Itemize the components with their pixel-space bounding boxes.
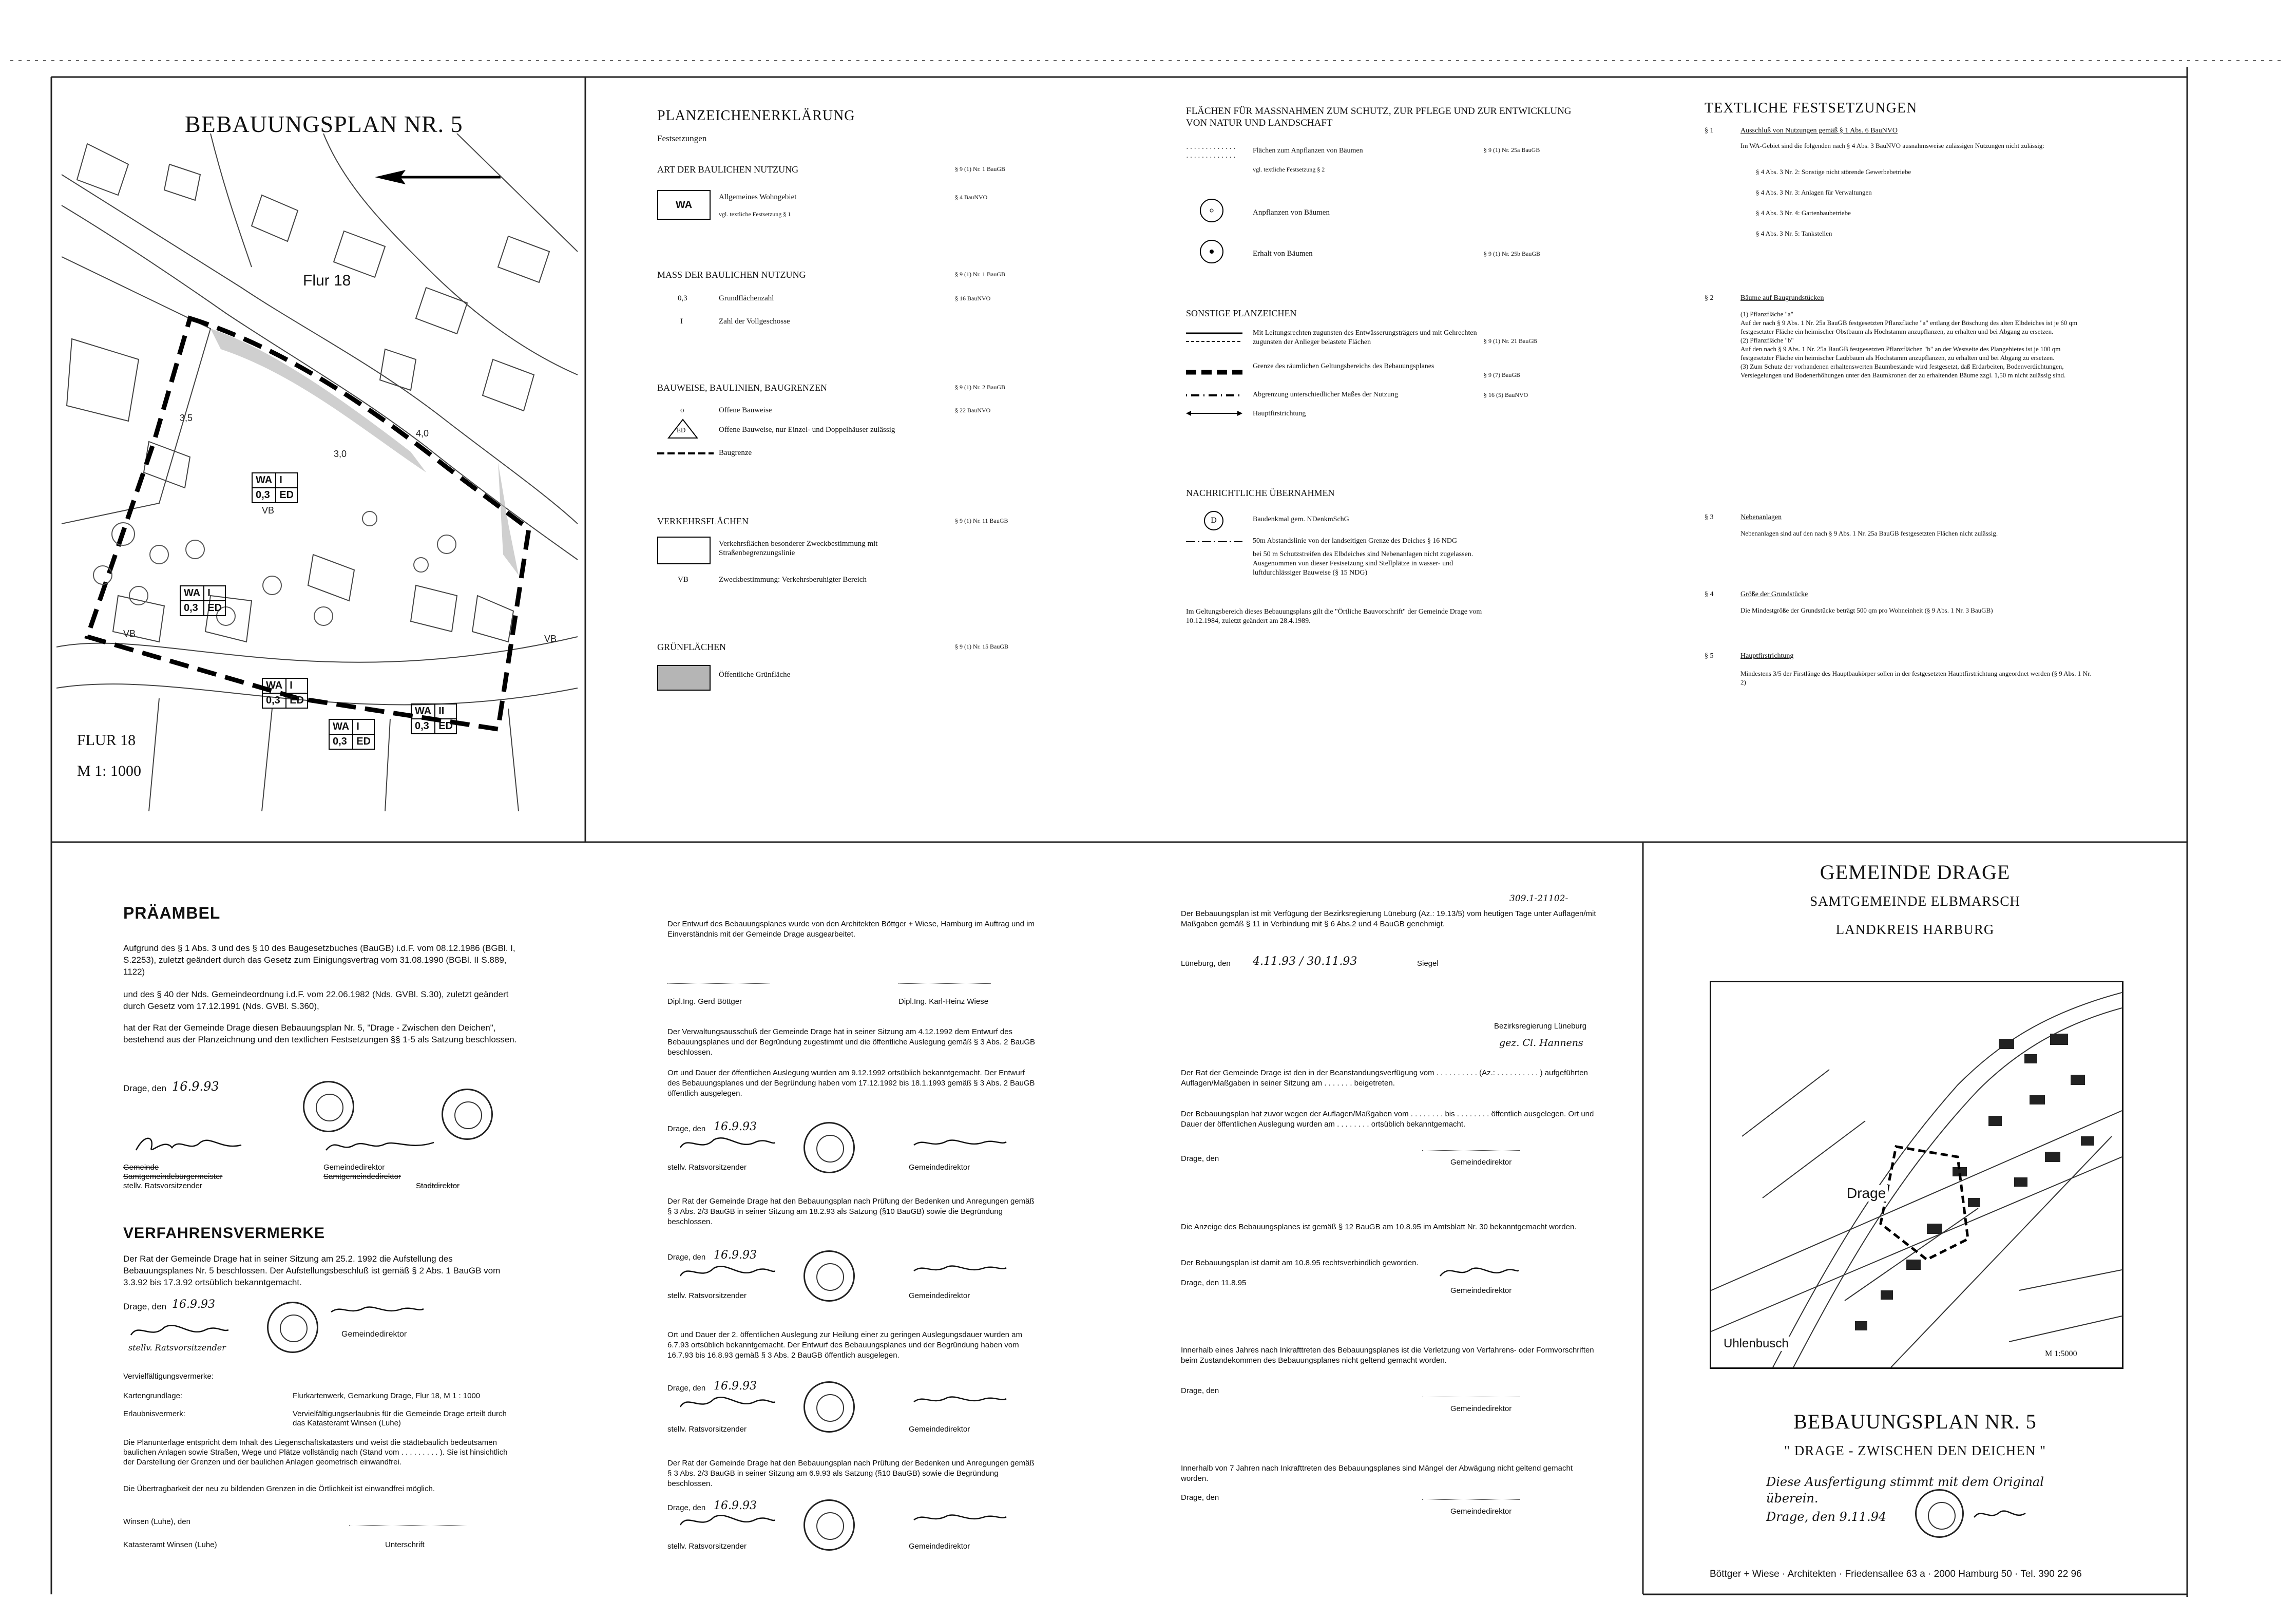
- signatory-role: stellv. Ratsvorsitzender: [667, 1425, 747, 1434]
- plan-map: [56, 134, 580, 811]
- tree-plant-icon: [1199, 198, 1224, 223]
- signature-line: [1422, 1499, 1520, 1500]
- signature-image: [678, 1392, 775, 1412]
- signatory-role: Gemeindedirektor: [1450, 1404, 1512, 1413]
- legend2-note: Im Geltungsbereich dieses Bebauungsplans gilt die "Örtliche Bauvorschrift" der Gemeinde Drage vom 10.12.1984, zuletzt geändert am 28.4.1989.: [1186, 608, 1482, 625]
- procedure-paragraph: Ort und Dauer der öffentlichen Auslegung wurden am 9.12.1992 ortsüblich bekanntgemacht. Der Entwurf des Bebauungsplanes und der Begründung haben vom 17.12.1992 bis 18.1.1993 gemäß § 3 Abs. 2 BauGB öffentlich ausgelegen.: [667, 1069, 1035, 1098]
- seal-stamp-icon: [442, 1089, 493, 1140]
- date-label: Drage, den: [667, 1384, 706, 1393]
- zone-bw: ED: [276, 488, 297, 503]
- date-label: Drage, den: [123, 1302, 167, 1311]
- zone-floors: I: [286, 678, 308, 693]
- section-bullet: § 4 Abs. 3 Nr. 3: Anlagen für Verwaltungen: [1756, 188, 1872, 196]
- landkreis-name: LANDKREIS HARBURG: [1835, 922, 1995, 937]
- legend-item: Baugrenze: [719, 449, 752, 457]
- signatory-role: Gemeindedirektor: [909, 1291, 970, 1300]
- legend-panel: [657, 108, 1058, 698]
- legend2-heading: NACHRICHTLICHE ÜBERNAHMEN: [1186, 488, 1335, 498]
- signature-image: [329, 1302, 426, 1317]
- legend2-item: Baudenkmal gem. NDenkmSchG: [1253, 516, 1349, 523]
- svg-text:4,0: 4,0: [416, 428, 429, 439]
- section-body: Nebenanlagen sind auf den nach § 9 Abs. 1 Nr. 25a BauGB festgesetzten Flächen nicht zulässig.: [1740, 529, 1998, 537]
- unterschrift-label: Unterschrift: [385, 1540, 425, 1549]
- zone-grz: 0,3: [180, 601, 204, 616]
- date-value: 16.9.93: [714, 1249, 757, 1262]
- legend2-ref: § 9 (1) Nr. 21 BauGB: [1484, 337, 1537, 345]
- zone-floors: I: [204, 586, 225, 601]
- signature-line: [898, 983, 991, 984]
- signatory-role: Gemeindedirektor: [909, 1163, 970, 1172]
- legend-symbol: ED: [677, 426, 686, 434]
- date-value: 16.9.93: [172, 1298, 215, 1311]
- signature-image: [678, 1261, 775, 1281]
- section-heading: Nebenanlagen: [1740, 513, 1782, 521]
- zone-wa: WA: [329, 719, 353, 734]
- zone-bw: ED: [435, 719, 456, 734]
- abstandslinie-icon: [1186, 539, 1242, 544]
- samtgemeinde-name: SAMTGEMEINDE ELBMARSCH: [1810, 893, 2020, 909]
- signature-image: [678, 1510, 775, 1530]
- lueneburg-label: Lüneburg, den: [1181, 959, 1231, 968]
- date-label: Drage, den: [123, 1083, 167, 1093]
- legend-title: PLANZEICHENERKLÄRUNG: [657, 108, 855, 124]
- vv-label: Vervielfältigungsvermerke:: [123, 1372, 214, 1381]
- scale-label: M 1: 1000: [77, 763, 142, 779]
- baudenkmal-symbol: D: [1204, 511, 1223, 530]
- overview-map: [1710, 981, 2123, 1369]
- zone-wa: WA: [262, 678, 286, 693]
- firstrichtung-arrow-icon: [1186, 408, 1242, 418]
- legend-subtitle: Festsetzungen: [657, 134, 707, 143]
- date-value: 16.9.93: [714, 1120, 757, 1133]
- signatory-role: stellv. Ratsvorsitzender: [667, 1291, 747, 1300]
- gruenflaeche-symbol: [657, 665, 711, 691]
- section-heading: Größe der Grundstücke: [1740, 591, 1808, 598]
- signature-image: [1438, 1263, 1520, 1281]
- section-heading: Hauptfirstrichtung: [1740, 652, 1794, 660]
- overview-map-drawing: [1711, 982, 2122, 1367]
- procedure-paragraph: Der Verwaltungsausschuß der Gemeinde Drage hat in seiner Sitzung am 4.12.1992 dem Entwurf des Bebauungsplanes und der Begründung zugestimmt und die öffentliche Auslegung gemäß § 3 Abs. 2 BauGB beschlossen.: [667, 1027, 1036, 1057]
- zone-floors: I: [353, 719, 374, 734]
- signature-line: [1422, 1150, 1520, 1151]
- textual-panel: [1705, 100, 2126, 742]
- procedure-col2: [667, 919, 1037, 1587]
- zone-floors: II: [435, 704, 456, 719]
- date-label: Drage, den: [667, 1253, 706, 1262]
- signatory-role-line: Gemeinde: [123, 1163, 159, 1172]
- procedure-paragraph: Innerhalb von 7 Jahren nach Inkrafttreten des Bebauungsplanes sind Mängel der Abwägung nicht geltend gemacht worden.: [1181, 1464, 1573, 1483]
- legend-ref: § 9 (1) Nr. 1 BauGB: [955, 271, 1005, 278]
- legend-note: vgl. textliche Festsetzung § 1: [719, 211, 791, 218]
- legend-item: Öffentliche Grünfläche: [719, 671, 791, 679]
- kg-value: Flurkartenwerk, Gemarkung Drage, Flur 18, M 1 : 1000: [293, 1392, 481, 1400]
- kataster-label: Katasteramt Winsen (Luhe): [123, 1540, 217, 1549]
- seal-stamp-icon: [803, 1122, 855, 1173]
- section-body: Die Mindestgröße der Grundstücke beträgt 500 qm pro Wohneinheit (§ 9 Abs. 1 Nr. 3 BauGB): [1740, 606, 1993, 614]
- date-label: Drage, den: [667, 1503, 706, 1512]
- municipality-name: GEMEINDE DRAGE: [1820, 861, 2011, 884]
- signatory-role: [323, 1163, 401, 1182]
- procedure-paragraph: Die Anzeige des Bebauungsplanes ist gemäß § 12 BauGB am 10.8.95 im Amtsblatt Nr. 30 bekanntgemacht worden.: [1181, 1223, 1577, 1231]
- legend2-item: 50m Abstandslinie von der landseitigen Grenze des Deiches § 16 NDG: [1253, 537, 1458, 545]
- legend-heading: VERKEHRSFLÄCHEN: [657, 516, 749, 526]
- legend-heading: BAUWEISE, BAULINIEN, BAUGRENZEN: [657, 383, 827, 393]
- authority-label: Bezirksregierung Lüneburg: [1494, 1022, 1587, 1031]
- lueneburg-date: 4.11.93 / 30.11.93: [1253, 955, 1357, 968]
- svg-text:VB: VB: [262, 505, 275, 516]
- zone-box: [180, 585, 226, 616]
- legend-item: Offene Bauweise: [719, 406, 772, 414]
- legend-ref: § 16 BauNVO: [955, 295, 991, 302]
- legend2-ref: § 9 (1) Nr. 25a BauGB: [1484, 146, 1540, 154]
- flur-map-label: Flur 18: [303, 272, 351, 289]
- certification-date: Drage, den 9.11.94: [1766, 1510, 1887, 1524]
- leitungsrecht-symbol-icon: [1186, 330, 1242, 346]
- section-number: § 3: [1705, 513, 1714, 521]
- zone-bw: ED: [204, 601, 225, 616]
- map-label-drage: Drage: [1845, 1185, 1888, 1202]
- procedure-paragraph: Die Übertragbarkeit der neu zu bildenden Grenzen in die Örtlichkeit ist einwandfrei möglich.: [123, 1484, 435, 1493]
- signatory-role: Gemeindedirektor: [341, 1330, 407, 1339]
- date-label: Drage, den: [1181, 1154, 1219, 1163]
- section-bullet: § 4 Abs. 3 Nr. 5: Tankstellen: [1756, 230, 1832, 237]
- preamble-paragraph: und des § 40 der Nds. Gemeindeordnung i.d.F. vom 22.06.1982 (Nds. GVBl. S.30), zuletzt geändert durch Gesetz vom 17.12.1991 (Nds. GVBl. S.360),: [123, 989, 509, 1011]
- legend2-heading: SONSTIGE PLANZEICHEN: [1186, 308, 1297, 318]
- legend-ref: § 9 (1) Nr. 2 BauGB: [955, 384, 1005, 391]
- signature-image: [128, 1320, 231, 1340]
- legend2-item: Abgrenzung unterschiedlicher Maßes der Nutzung: [1253, 391, 1399, 398]
- preamble-paragraph: hat der Rat der Gemeinde Drage diesen Bebauungsplan Nr. 5, "Drage - Zwischen den Deichen", bestehend aus der Planzeichnung und den textlichen Festsetzungen §§ 1-5 als Satzung beschlossen.: [123, 1023, 517, 1044]
- zone-box: [252, 472, 298, 503]
- legend2-item: Flächen zum Anpflanzen von Bäumen: [1253, 147, 1363, 155]
- zone-grz: 0,3: [411, 719, 435, 734]
- signatory-role: [123, 1163, 222, 1191]
- signatory-role: Gemeindedirektor: [909, 1542, 970, 1551]
- zone-bw: ED: [286, 693, 308, 708]
- winsen-date-label: Winsen (Luhe), den: [123, 1517, 190, 1526]
- legend-symbol: VB: [678, 576, 688, 584]
- signatory-role-line: Samtgemeindedirektor: [323, 1172, 401, 1181]
- section-number: § 2: [1705, 294, 1714, 302]
- legend-symbol: I: [680, 317, 683, 326]
- section-bullet: § 4 Abs. 3 Nr. 2: Sonstige nicht störende Gewerbebetriebe: [1756, 168, 1911, 176]
- section-body: (1) Pflanzfläche "a" Auf der nach § 9 Abs. 1 Nr. 25a BauGB festgesetzten Pflanzfläche "a" entlang der Böschung des alten Elbdeiches ist je 60 qm festgesetzter Fläche ein heimischer Obstbaum als Hochstamm anzupflanzen, zu erhalten und bei Abgang zu ersetzen. (2) Pflanzfläche "b" Auf den nach § 9 Abs. 1 Nr. 25a BauGB festgesetzten Pflanzflächen "b" an der Westseite des Plangebietes ist je 100 qm festgesetzter Fläche ein heimischer Laubbaum als Hochstamm anzupflanzen, zu erhalten und bei Abgang zu ersetzen. (3) Zum Schutz der vorhandenen erhaltenswerten Baumbestände wird festgesetzt, daß Erdarbeiten, Bodenverdichtungen, Versiegelungen und Bodenerhöhungen unter den Baumkronen der zu erhaltenden Bäume zzgl. 1,50 m nicht zulässig sind.: [1740, 310, 2078, 379]
- procedure-paragraph: Die Planunterlage entspricht dem Inhalt des Liegenschaftskatasters und weist die städtebaulich bedeutsamen baulichen Anlagen sowie Straßen, Wege und Plätze vollständig nach (Stand vom . . . . . . . . . ). Sie ist hinsichtlich der Darstellung der Grenzen und der baulichen Anlagen geometrisch einwandfrei.: [123, 1438, 508, 1466]
- certification-note: Diese Ausfertigung stimmt mit dem Original überein.: [1766, 1475, 2044, 1506]
- legend2-item: Anpflanzen von Bäumen: [1253, 208, 1330, 217]
- legend2-item: Hauptfirstrichtung: [1253, 410, 1306, 417]
- seal-stamp-icon: [267, 1302, 318, 1353]
- procedure-paragraph: Der Bebauungsplan ist mit Verfügung der Bezirksregierung Lüneburg (Az.: 19.13/5) vom heutigen Tage unter Auflagen/mit Maßgaben gemäß § 11 in Verbindung mit § 6 Abs.2 und 4 BauGB genehmigt.: [1181, 909, 1596, 928]
- legend-item: Zweckbestimmung: Verkehrsberuhigter Bereich: [719, 576, 867, 584]
- legend-symbol: o: [680, 406, 684, 414]
- legend-symbol-wa: WA: [657, 190, 711, 220]
- verkehrsflaeche-symbol: [657, 537, 711, 564]
- map-label-uhlenbusch: Uhlenbusch: [1721, 1337, 1791, 1351]
- legend-heading: ART DER BAULICHEN NUTZUNG: [657, 164, 799, 175]
- preamble-paragraph: Aufgrund des § 1 Abs. 3 und des § 10 des Baugesetzbuches (BauGB) i.d.F. vom 08.12.1986 (BGBl. I, S.2253), zuletzt geändert durch das Gesetz zum Einigungsvertrag vom 31.08.1990 (BGBl. II S.889, 1122): [123, 943, 515, 977]
- legend2-ref: § 9 (1) Nr. 25b BauGB: [1484, 250, 1540, 257]
- ev-label: Erlaubnisvermerk:: [123, 1410, 185, 1418]
- signatory-role: stellv. Ratsvorsitzender: [667, 1542, 747, 1551]
- procedure-paragraph: Innerhalb eines Jahres nach Inkrafttreten des Bebauungsplanes ist die Verletzung von Verfahrens- oder Formvorschriften beim Zustandekommen des Bebauungsplanes nicht geltend gemacht worden.: [1181, 1346, 1594, 1365]
- zone-bw: ED: [353, 734, 374, 749]
- tree-keep-icon: [1199, 239, 1224, 264]
- zone-wa: WA: [411, 704, 435, 719]
- signatory-role: Stadtdirektor: [416, 1182, 460, 1190]
- plan-subtitle: " DRAGE - ZWISCHEN DEN DEICHEN ": [1784, 1443, 2046, 1458]
- legend2-item: Grenze des räumlichen Geltungsbereichs des Bebauungsplanes: [1253, 363, 1434, 370]
- section-bullet: § 4 Abs. 3 Nr. 4: Gartenbaubetriebe: [1756, 209, 1851, 217]
- procedure-paragraph: Der Rat der Gemeinde Drage hat den Bebauungsplan nach Prüfung der Bedenken und Anregungen gemäß § 3 Abs. 2/3 BauGB in seiner Sitzung am 18.2.93 als Satzung (§10 BauGB) sowie die Begründung beschlossen.: [667, 1197, 1035, 1226]
- seal-stamp-icon: [303, 1081, 354, 1132]
- seal-stamp-icon: [1915, 1489, 1964, 1538]
- date-label: Drage, den: [1181, 1493, 1219, 1502]
- signature-image: [911, 1510, 1009, 1525]
- legend-item: Verkehrsflächen besonderer Zweckbestimmung mit Straßenbegrenzungslinie: [719, 540, 878, 557]
- authority-signature: gez. Cl. Hannens: [1499, 1037, 1583, 1049]
- abgrenzung-symbol-icon: [1186, 390, 1242, 401]
- seal-stamp-icon: [803, 1250, 855, 1302]
- legend2-item: Mit Leitungsrechten zugunsten des Entwässerungsträgers und mit Gehrechten zugunsten der Anlieger belastete Flächen: [1253, 329, 1477, 346]
- baugrenze-line-icon: [657, 451, 714, 456]
- zone-wa: WA: [252, 473, 276, 488]
- signatory-role: stellv. Ratsvorsitzender: [128, 1343, 226, 1353]
- date-value: 16.9.93: [714, 1380, 757, 1393]
- legend-ref: § 9 (1) Nr. 1 BauGB: [955, 165, 1005, 173]
- title-block: [1648, 847, 2182, 1592]
- plan-panel: [56, 82, 580, 837]
- kg-label: Kartengrundlage:: [123, 1392, 183, 1400]
- svg-text:VB: VB: [544, 634, 557, 644]
- ev-value: Vervielfältigungserlaubnis für die Gemeinde Drage erteilt durch das Katasteramt Winsen (Luhe): [293, 1410, 507, 1427]
- signatory-role-line: Gemeindedirektor: [323, 1163, 385, 1172]
- legend-symbol: 0,3: [678, 294, 687, 302]
- procedure-col3: [1181, 893, 1602, 1576]
- signature-image: [911, 1392, 1009, 1407]
- svg-text:3,0: 3,0: [334, 449, 347, 459]
- preamble-panel: [123, 904, 524, 1592]
- legend2-item: Erhalt von Bäumen: [1253, 250, 1313, 258]
- signature-image: [678, 1132, 775, 1153]
- legend-ref: § 9 (1) Nr. 11 BauGB: [955, 517, 1008, 524]
- signature-image: [133, 1132, 246, 1158]
- legend-ref: § 22 BauNVO: [955, 407, 991, 414]
- procedure-paragraph: Der Rat der Gemeinde Drage hat in seiner Sitzung am 25.2. 1992 die Aufstellung des Bebauungsplanes Nr. 5 beschlossen. Der Aufstellungsbeschluß ist gemäß § 2 Abs. 1 BauGB vom 3.3.92 bis 17.3.92 ortsüblich bekanntgemacht.: [123, 1254, 501, 1287]
- section-heading: Ausschluß von Nutzungen gemäß § 1 Abs. 6 BauNVO: [1740, 127, 1898, 135]
- signature-image: [911, 1135, 1009, 1150]
- architect-footer: Böttger + Wiese · Architekten · Friedensallee 63 a · 2000 Hamburg 50 · Tel. 390 22 96: [1710, 1569, 2082, 1579]
- section-number: § 5: [1705, 652, 1714, 660]
- legend-item: Offene Bauweise, nur Einzel- und Doppelhäuser zulässig: [719, 426, 895, 434]
- signature-line: [349, 1525, 467, 1526]
- zone-wa: WA: [180, 586, 204, 601]
- section-body: Mindestens 3/5 der Firstlänge des Hauptbaukörper sollen in der festgesetzten Hauptfirstrichtung angeordnet werden (§ 9 Abs. 1 Nr. 2): [1740, 670, 2091, 686]
- section-number: § 1: [1705, 127, 1714, 135]
- signature-image: [911, 1261, 1009, 1276]
- legend2-heading: FLÄCHEN FÜR MASSNAHMEN ZUM SCHUTZ, ZUR PFLEGE UND ZUR ENTWICKLUNG VON NATUR UND LANDSCHAFT: [1186, 106, 1572, 128]
- legend2-note: vgl. textliche Festsetzung § 2: [1253, 166, 1325, 173]
- procedure-paragraph: Der Rat der Gemeinde Drage ist den in der Beanstandungsverfügung vom . . . . . . . . . . (Az.: . . . . . . . . . . ) aufgeführten Auflagen/Maßgaben in seiner Sitzung am . . . . . . . beigetreten.: [1181, 1069, 1588, 1088]
- architect-name: Dipl.Ing. Gerd Böttger: [667, 997, 742, 1006]
- procedure-paragraph: Der Rat der Gemeinde Drage hat den Bebauungsplan nach Prüfung der Bedenken und Anregungen gemäß § 3 Abs. 2/3 BauGB in seiner Sitzung am 6.9.93 als Satzung (§10 BauGB) sowie die Begründung beschlossen.: [667, 1459, 1035, 1488]
- geltungsbereich-symbol-icon: [1186, 365, 1242, 380]
- zone-grz: 0,3: [252, 488, 276, 503]
- zone-box: [262, 678, 308, 709]
- date-value: 16.9.93: [172, 1079, 219, 1094]
- seal-stamp-icon: [803, 1499, 855, 1551]
- legend-ref: § 4 BauNVO: [955, 194, 988, 201]
- az-number: 309.1-21102-: [1509, 893, 1568, 904]
- procedure-paragraph: Ort und Dauer der 2. öffentlichen Auslegung zur Heilung einer zu geringen Auslegungsdauer wurden am 6.7.93 ortsüblich bekanntgemacht. Der Entwurf des Bebauungsplanes und der Begründung haben vom 16.7.93 bis 16.8.93 gemäß § 3 Abs. 2 BauGB öffentlich ausgelegen.: [667, 1330, 1023, 1360]
- procedure-paragraph: Der Bebauungsplan ist damit am 10.8.95 rechtsverbindlich geworden.: [1181, 1259, 1419, 1267]
- preamble-title: PRÄAMBEL: [123, 904, 221, 922]
- zone-box: [411, 703, 457, 734]
- zone-grz: 0,3: [262, 693, 286, 708]
- signatory-role: stellv. Ratsvorsitzender: [667, 1163, 747, 1172]
- date-label: Drage, den: [667, 1125, 706, 1133]
- signature-line: [667, 983, 770, 984]
- signatory-role: Gemeindedirektor: [1450, 1158, 1512, 1167]
- legend-heading: GRÜNFLÄCHEN: [657, 642, 726, 652]
- signatory-role-line: Samtgemeindebürgermeister: [123, 1172, 223, 1181]
- legend2-ref: § 16 (5) BauNVO: [1484, 391, 1528, 398]
- siegel-label: Siegel: [1417, 959, 1439, 968]
- signatory-role: Gemeindedirektor: [1450, 1507, 1512, 1516]
- legend-heading: MASS DER BAULICHEN NUTZUNG: [657, 270, 806, 280]
- svg-text:3,5: 3,5: [180, 413, 193, 423]
- legend2-note: bei 50 m Schutzstreifen des Elbdeiches sind Nebenanlagen nicht zugelassen. Ausgenommen von dieser Festsetzung sind Stellplätze in wasser- und luftdurchlässiger Bauweise (§ 15 NDG): [1253, 550, 1474, 577]
- pflanzflaeche-symbol: ·············: [1186, 154, 1237, 162]
- signature-image: [1972, 1507, 2028, 1522]
- signatory-role: Gemeindedirektor: [909, 1425, 970, 1434]
- zone-grz: 0,3: [329, 734, 353, 749]
- procedure-paragraph: Der Entwurf des Bebauungsplanes wurde von den Architekten Böttger + Wiese, Hamburg im Auftrag und im Einverständnis mit der Gemeinde Drage ausgearbeitet.: [667, 920, 1035, 939]
- legend-item: Grundflächenzahl: [719, 294, 774, 302]
- date-value: 16.9.93: [714, 1499, 757, 1512]
- plan-title: BEBAUUNGSPLAN NR. 5: [185, 111, 463, 137]
- section-heading: Bäume auf Baugrundstücken: [1740, 294, 1824, 302]
- flur-label: FLUR 18: [77, 732, 136, 749]
- textual-title: TEXTLICHE FESTSETZUNGEN: [1705, 100, 1918, 116]
- section-body: Im WA-Gebiet sind die folgenden nach § 4 Abs. 3 BauNVO ausnahmsweise zulässigen Nutzungen nicht zulässig:: [1740, 142, 2044, 149]
- map-scale: M 1:5000: [2045, 1349, 2077, 1358]
- date-label: Drage, den 11.8.95: [1181, 1279, 1247, 1287]
- architect-name: Dipl.Ing. Karl-Heinz Wiese: [898, 997, 989, 1006]
- signatory-role: Gemeindedirektor: [1450, 1286, 1512, 1295]
- seal-stamp-icon: [803, 1381, 855, 1433]
- procedure-paragraph: Der Bebauungsplan hat zuvor wegen der Auflagen/Maßgaben vom . . . . . . . . bis . . . . . . . . öffentlich ausgelegen. Ort und Dauer der öffentlichen Auslegung wurden am . . . . . . . . ortsüblich bekanntgemacht.: [1181, 1110, 1594, 1129]
- legend2-ref: § 9 (7) BauGB: [1484, 371, 1520, 378]
- zone-floors: I: [276, 473, 297, 488]
- plan-name: BEBAUUNGSPLAN NR. 5: [1793, 1410, 2037, 1433]
- legend-ref: § 9 (1) Nr. 15 BauGB: [955, 643, 1008, 650]
- signature-image: [323, 1135, 436, 1155]
- legend-item: Zahl der Vollgeschosse: [719, 317, 790, 326]
- legend2-panel: [1186, 105, 1576, 644]
- procedure-title: VERFAHRENSVERMERKE: [123, 1225, 326, 1242]
- legend-item: Allgemeines Wohngebiet: [719, 193, 797, 201]
- zone-box: [329, 719, 375, 750]
- section-number: § 4: [1705, 591, 1714, 598]
- svg-text:VB: VB: [123, 628, 136, 639]
- date-label: Drage, den: [1181, 1386, 1219, 1395]
- pflanzflaeche-symbol: ·············: [1186, 145, 1237, 153]
- signatory-role-line: stellv. Ratsvorsitzender: [123, 1182, 202, 1190]
